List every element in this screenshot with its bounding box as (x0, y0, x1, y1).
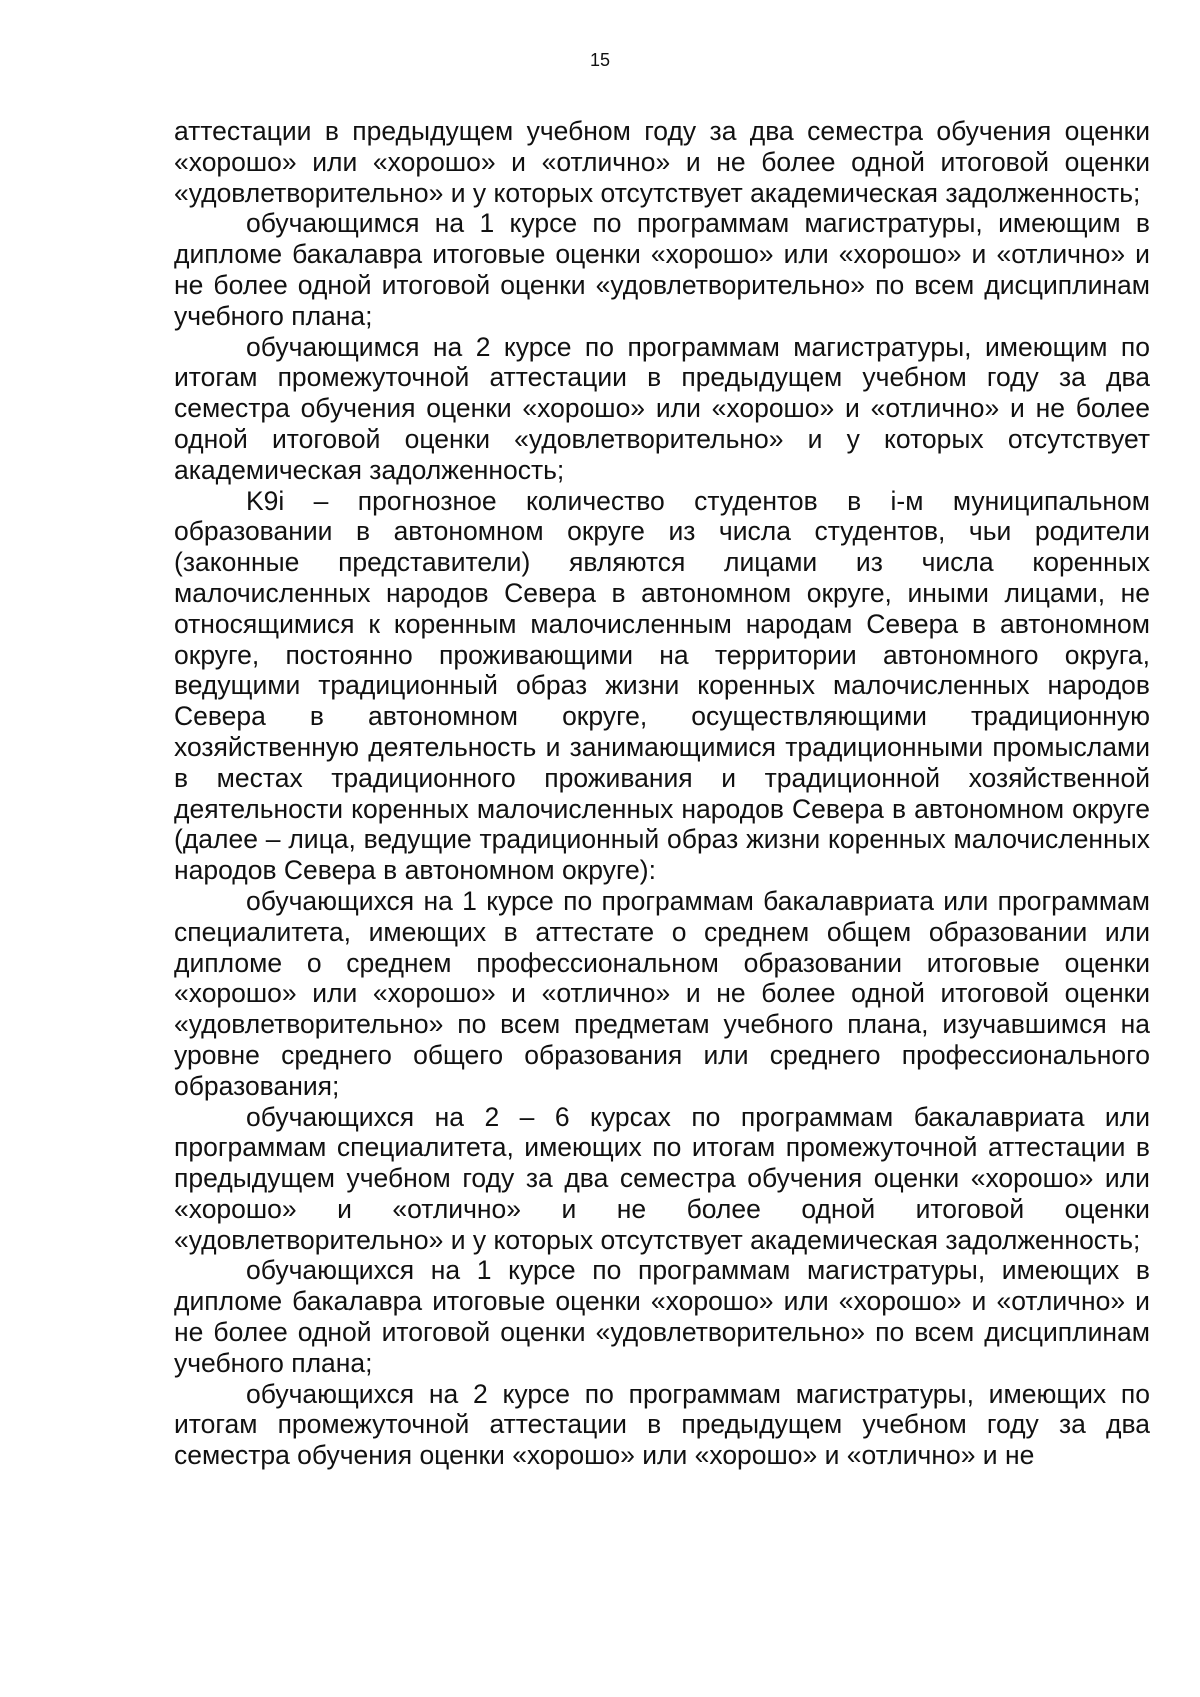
paragraph-bachelors-2-6-years: обучающихся на 2 – 6 курсах по программам бакалавриата или программам специалитета, имеющих по итогам промежуточной аттестации в предыдущем учебном году за два семестра обучения оценки «хорошо» или «хорошо» и «отлично» и не более одной итоговой оценки «удовлетворительно» и у которых отсутствует академическая задолженность; (174, 1101, 1150, 1255)
paragraph-k9i-masters-2nd-year: обучающихся на 2 курсе по программам магистратуры, имеющих по итогам промежуточной аттестации в предыдущем учебном году за два семестра обучения оценки «хорошо» или «хорошо» и «отлично» и не (174, 1378, 1150, 1471)
paragraph-bachelors-1st-year: обучающихся на 1 курсе по программам бакалавриата или программам специалитета, имеющих в аттестате о среднем общем образовании или дипломе о среднем профессиональном образовании итоговые оценки «хорошо» или «хорошо» и «отлично» и не более одной итоговой оценки «удовлетворительно» по всем предметам учебного плана, изучавшимся на уровне среднего общего образования или среднего профессионального образования; (174, 885, 1150, 1101)
document-body (174, 116, 1150, 1471)
page-number: 15 (589, 50, 611, 70)
paragraph-masters-2nd-year: обучающимся на 2 курсе по программам магистратуры, имеющим по итогам промежуточной аттестации в предыдущем учебном году за два семестра обучения оценки «хорошо» или «хорошо» и «отлично» и не более одной итоговой оценки «удовлетворительно» и у которых отсутствует академическая задолженность; (174, 331, 1150, 485)
paragraph-k9i-masters-1st-year: обучающихся на 1 курсе по программам магистратуры, имеющих в дипломе бакалавра итоговые оценки «хорошо» или «хорошо» и «отлично» и не более одной итоговой оценки «удовлетворительно» по всем дисциплинам учебного плана; (174, 1255, 1150, 1378)
paragraph-continuation: аттестации в предыдущем учебном году за два семестра обучения оценки «хорошо» или «хорошо» и «отлично» и не более одной итоговой оценки «удовлетворительно» и у которых отсутствует академическая задолженность; (174, 116, 1150, 208)
paragraph-masters-1st-year: обучающимся на 1 курсе по программам магистратуры, имеющим в дипломе бакалавра итоговые оценки «хорошо» или «хорошо» и «отлично» и не более одной итоговой оценки «удовлетворительно» по всем дисциплинам учебного плана; (174, 208, 1150, 331)
paragraph-k9i-definition: K9i – прогнозное количество студентов в i-м муниципальном образовании в автономном округе из числа студентов, чьи родители (законные представители) являются лицами из числа коренных малочисленных народов Севера в автономном округе, иными лицами, не относящимися к коренным малочисленным народам Севера в автономном округе, постоянно проживающими на территории автономного округа, ведущими традиционный образ жизни коренных малочисленных народов Севера в автономном округе, осуществляющими традиционную хозяйственную деятельность и занимающимися традиционными промыслами в местах традиционного проживания и традиционной хозяйственной деятельности коренных малочисленных народов Севера в автономном округе (далее – лица, ведущие традиционный образ жизни коренных малочисленных народов Севера в автономном округе): (174, 485, 1150, 886)
